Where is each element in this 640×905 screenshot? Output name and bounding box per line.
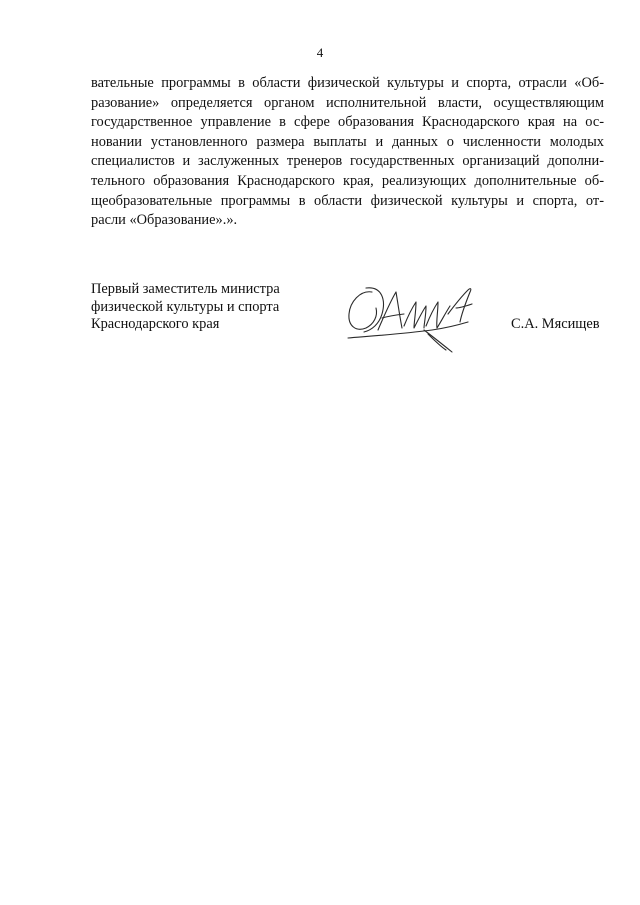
body-line-3: государственное управление в сфере образования Краснодарского края на ос- (91, 114, 604, 131)
signatory-title-line-1: Первый заместитель министра (91, 281, 280, 297)
body-line-1: вательные программы в области физической культуры и спорта, отрасли «Об- (91, 75, 604, 91)
page-number: 4 (316, 45, 324, 60)
body-text (91, 74, 604, 231)
signatory-title-line-3: Краснодарского края (91, 316, 220, 332)
signatory-name: С.А. Мясищев (511, 316, 600, 332)
body-line-7: щеобразовательные программы в области физической культуры и спорта, от- (91, 192, 604, 209)
body-line-4: новании установленного размера выплаты и данных о численности молодых (91, 133, 604, 150)
body-line-5: специалистов и заслуженных тренеров государственных организаций дополни- (91, 153, 604, 170)
signatory-title (91, 281, 280, 334)
body-line-2: разование» определяется органом исполнительной власти, осуществляющим (91, 94, 604, 111)
handwritten-signature (342, 278, 482, 356)
body-line-6: тельного образования Краснодарского края, реализующих дополнительные об- (91, 172, 604, 189)
signatory-title-line-2: физической культуры и спорта (91, 298, 280, 315)
body-line-8: расли «Образование».». (91, 212, 238, 229)
